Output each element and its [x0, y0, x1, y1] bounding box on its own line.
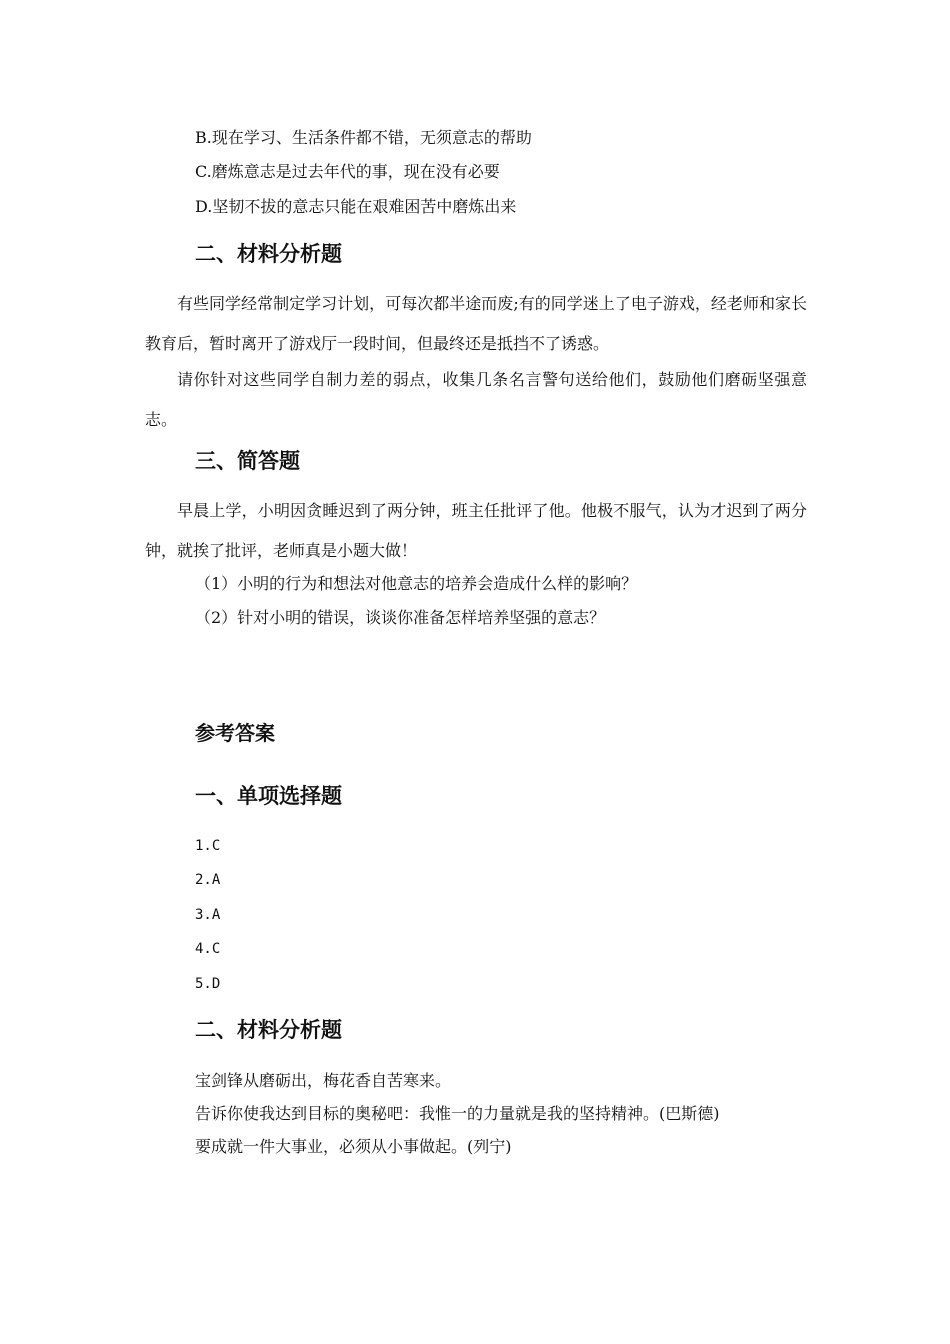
question-1: （1）小明的行为和想法对他意志的培养会造成什么样的影响？ — [195, 574, 638, 593]
short-answer-paragraph: 早晨上学，小明因贪睡迟到了两分钟，班主任批评了他。他极不服气，认为才迟到了两分钟，就挨了批评，老师真是小题大做！ — [145, 501, 807, 560]
answer-choice-2: 2.A — [195, 872, 221, 888]
answer-choice-5: 5.D — [195, 976, 221, 992]
question-2: （2）针对小明的错误，谈谈你准备怎样培养坚强的意志？ — [195, 608, 606, 627]
option-c: C.磨炼意志是过去年代的事，现在没有必要 — [195, 162, 500, 181]
option-d: D.坚韧不拔的意志只能在艰难困苦中磨炼出来 — [195, 197, 517, 216]
material-paragraph-2: 请你针对这些同学自制力差的弱点，收集几条名言警句送给他们，鼓励他们磨砺坚强意志。 — [145, 370, 807, 429]
answer-quote-2: 告诉你使我达到目标的奥秘吧：我惟一的力量就是我的坚持精神。(巴斯德) — [195, 1104, 720, 1123]
answers-title: 参考答案 — [195, 721, 275, 745]
section-heading-short-answer: 三、简答题 — [195, 449, 300, 473]
answer-quote-3: 要成就一件大事业，必须从小事做起。(列宁) — [195, 1137, 512, 1156]
material-paragraph-1: 有些同学经常制定学习计划，可每次都半途而废;有的同学迷上了电子游戏，经老师和家长教育后，暂时离开了游戏厅一段时间，但最终还是抵挡不了诱惑。 — [145, 294, 807, 353]
answer-choice-1: 1.C — [195, 838, 221, 854]
answer-choice-4: 4.C — [195, 941, 221, 957]
option-b: B.现在学习、生活条件都不错，无须意志的帮助 — [195, 128, 532, 147]
answers-section-heading-material: 二、材料分析题 — [195, 1018, 342, 1042]
section-heading-material-analysis: 二、材料分析题 — [195, 242, 342, 266]
answer-choice-3: 3.A — [195, 907, 221, 923]
answer-quote-1: 宝剑锋从磨砺出，梅花香自苦寒来。 — [195, 1071, 452, 1090]
answers-section-heading-choice: 一、单项选择题 — [195, 784, 342, 808]
